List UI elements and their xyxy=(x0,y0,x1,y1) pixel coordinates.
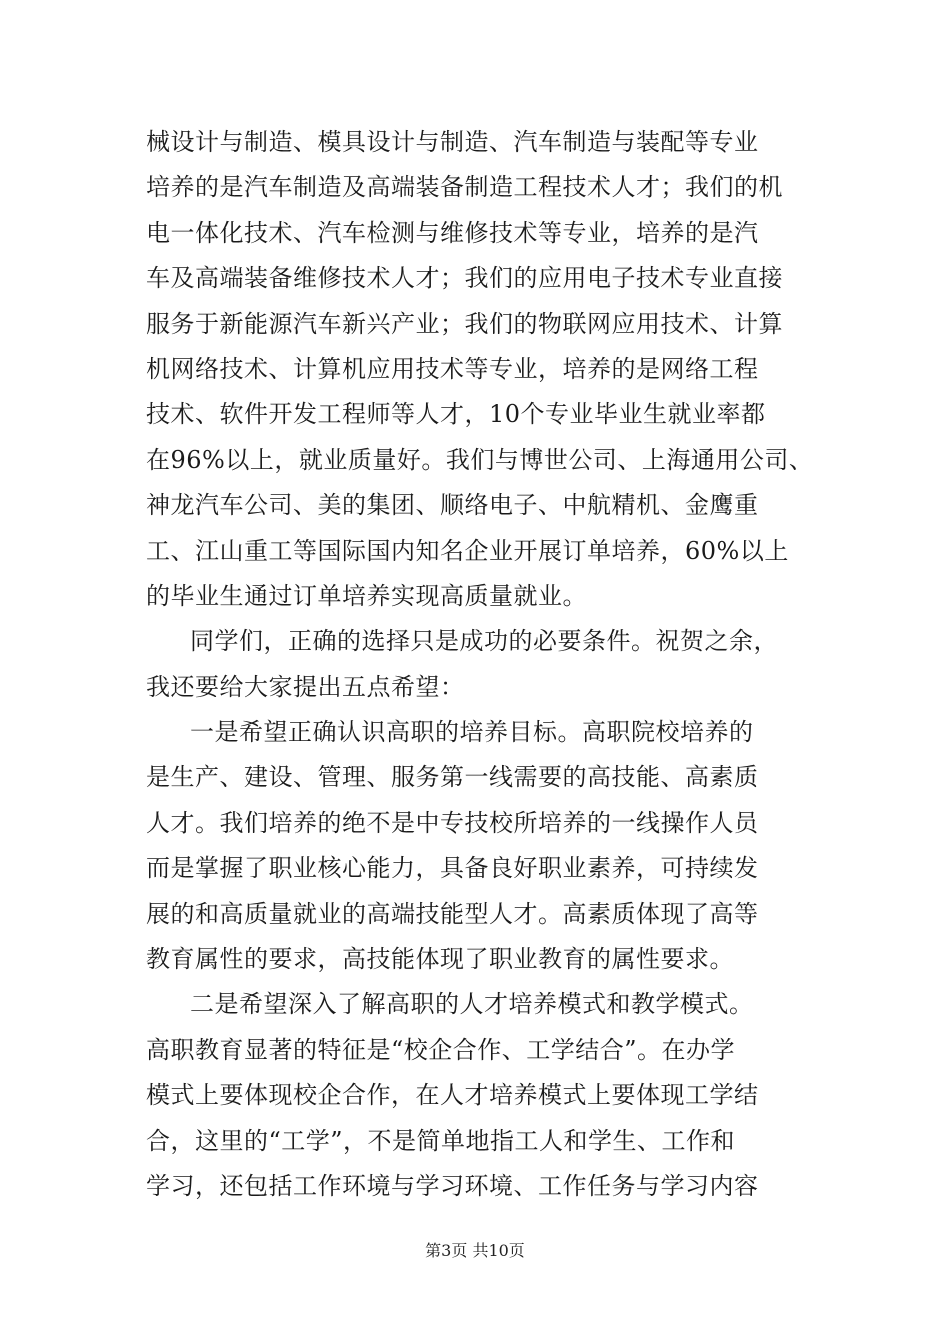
text-line: 教育属性的要求，高技能体现了职业教育的属性要求。 xyxy=(146,945,734,974)
text-line: 械设计与制造、模具设计与制造、汽车制造与装配等专业 xyxy=(146,128,759,156)
text-line: 电一体化技术、汽车检测与维修技术等专业，培养的是汽 xyxy=(146,218,759,247)
text-line: 培养的是汽车制造及高端装备制造工程技术人才；我们的机 xyxy=(146,173,783,202)
text-line: 是生产、建设、管理、服务第一线需要的高技能、高素质 xyxy=(146,763,759,792)
text-line: 二是希望深入了解高职的人才培养模式和教学模式。 xyxy=(190,990,754,1019)
text-line: 工、江山重工等国际国内知名企业开展订单培养，60%以上 xyxy=(146,536,789,565)
text-line: 服务于新能源汽车新兴产业；我们的物联网应用技术、计算 xyxy=(146,309,783,338)
text-line: 学习，还包括工作环境与学习环境、工作任务与学习内容 xyxy=(146,1171,759,1200)
text-line: 神龙汽车公司、美的集团、顺络电子、中航精机、金鹰重 xyxy=(146,491,759,520)
text-line: 我还要给大家提出五点希望： xyxy=(146,672,465,701)
document-body xyxy=(146,120,818,1209)
text-line: 的毕业生通过订单培养实现高质量就业。 xyxy=(146,581,587,610)
text-line: 模式上要体现校企合作，在人才培养模式上要体现工学结 xyxy=(146,1081,759,1110)
text-line: 高职教育显著的特征是“校企合作、工学结合”。在办学 xyxy=(146,1035,736,1064)
page-footer: 第3页 共10页 xyxy=(425,1241,525,1260)
text-line: 车及高端装备维修技术人才；我们的应用电子技术专业直接 xyxy=(146,264,783,293)
text-line: 合，这里的“工学”，不是简单地指工人和学生、工作和 xyxy=(146,1126,736,1155)
text-line: 展的和高质量就业的高端技能型人才。高素质体现了高等 xyxy=(146,899,759,928)
text-line: 技术、软件开发工程师等人才，10个专业毕业生就业率都 xyxy=(146,400,766,429)
text-line: 在96%以上，就业质量好。我们与博世公司、上海通用公司、 xyxy=(146,445,814,474)
text-line: 人才。我们培养的绝不是中专技校所培养的一线操作人员 xyxy=(146,808,759,837)
text-line: 而是掌握了职业核心能力，具备良好职业素养，可持续发 xyxy=(146,854,759,883)
text-line: 一是希望正确认识高职的培养目标。高职院校培养的 xyxy=(190,718,754,747)
text-line: 同学们，正确的选择只是成功的必要条件。祝贺之余， xyxy=(190,627,778,656)
text-line: 机网络技术、计算机应用技术等专业，培养的是网络工程 xyxy=(146,354,759,383)
